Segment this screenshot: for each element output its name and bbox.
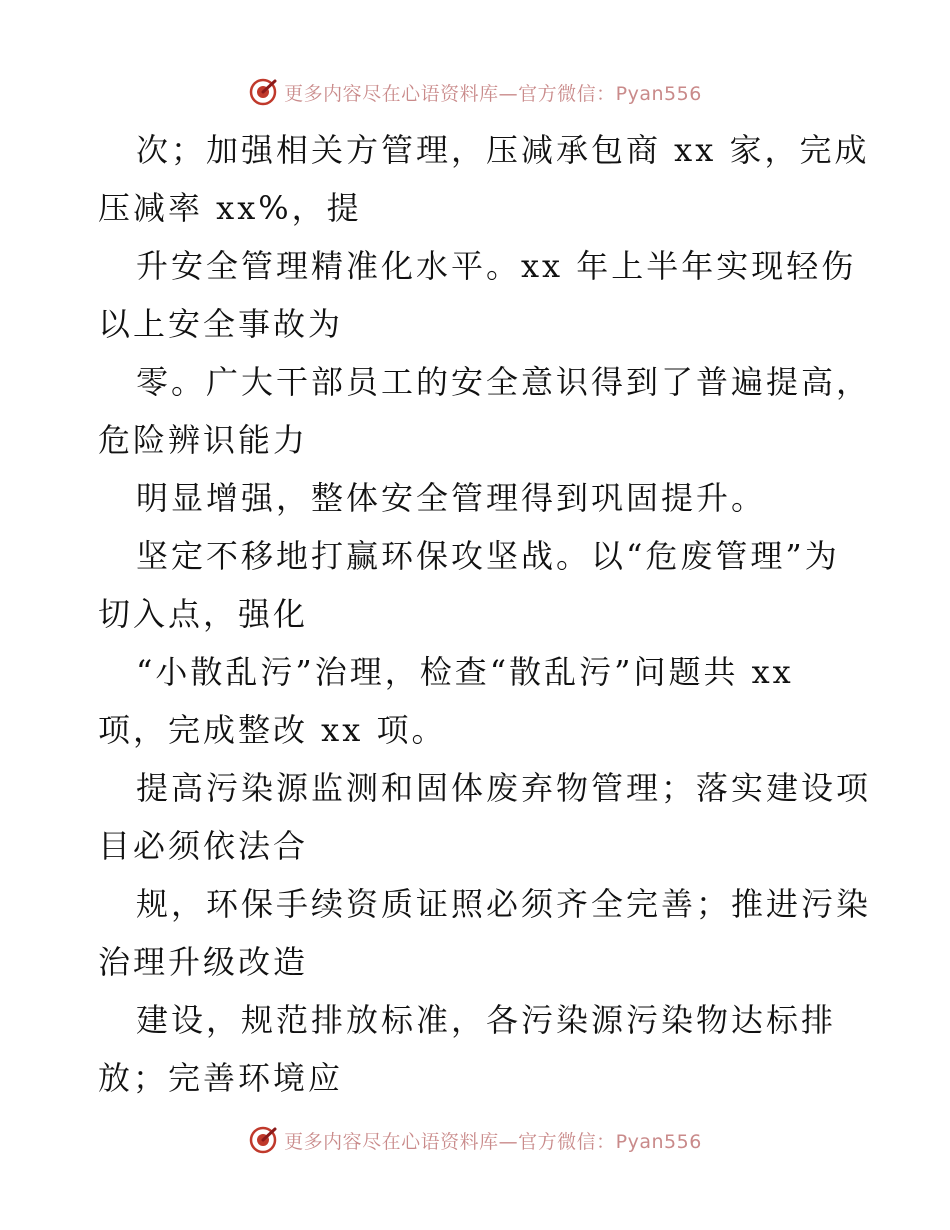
text-line: 治理升级改造 [98,943,309,981]
watermark-logo-icon [248,77,278,107]
text-line: 项，完成整改 xx 项。 [98,711,447,749]
text-line: 建设，规范排放标准，各污染源污染物达标排 [136,1001,837,1039]
watermark-text: 更多内容尽在心语资料库—官方微信：Pyan556 [284,82,702,105]
text-line: “小散乱污”治理，检查“散乱污”问题共 xx [136,653,794,691]
document-body [98,121,872,1107]
text-line: 压减率 xx%，提 [98,189,362,227]
text-line: 切入点，强化 [98,595,309,633]
text-line: 危险辨识能力 [98,421,309,459]
footer-watermark [0,1120,950,1160]
watermark-text: 更多内容尽在心语资料库—官方微信：Pyan556 [284,1130,702,1153]
text-line: 目必须依法合 [98,827,309,865]
text-line: 零。广大干部员工的安全意识得到了普遍提高， [136,363,872,401]
watermark-logo-icon [248,1125,278,1155]
text-line: 升安全管理精准化水平。xx 年上半年实现轻伤 [136,247,857,285]
text-line: 提高污染源监测和固体废弃物管理；落实建设项 [136,769,872,807]
text-line: 明显增强，整体安全管理得到巩固提升。 [136,479,767,517]
text-line: 规，环保手续资质证照必须齐全完善；推进污染 [136,885,872,923]
text-line: 放；完善环境应 [98,1059,344,1097]
text-line: 以上安全事故为 [98,305,344,343]
text-line: 坚定不移地打赢环保攻坚战。以“危废管理”为 [136,537,840,575]
header-watermark [0,72,950,112]
text-line: 次；加强相关方管理，压减承包商 xx 家，完成 [136,131,870,169]
